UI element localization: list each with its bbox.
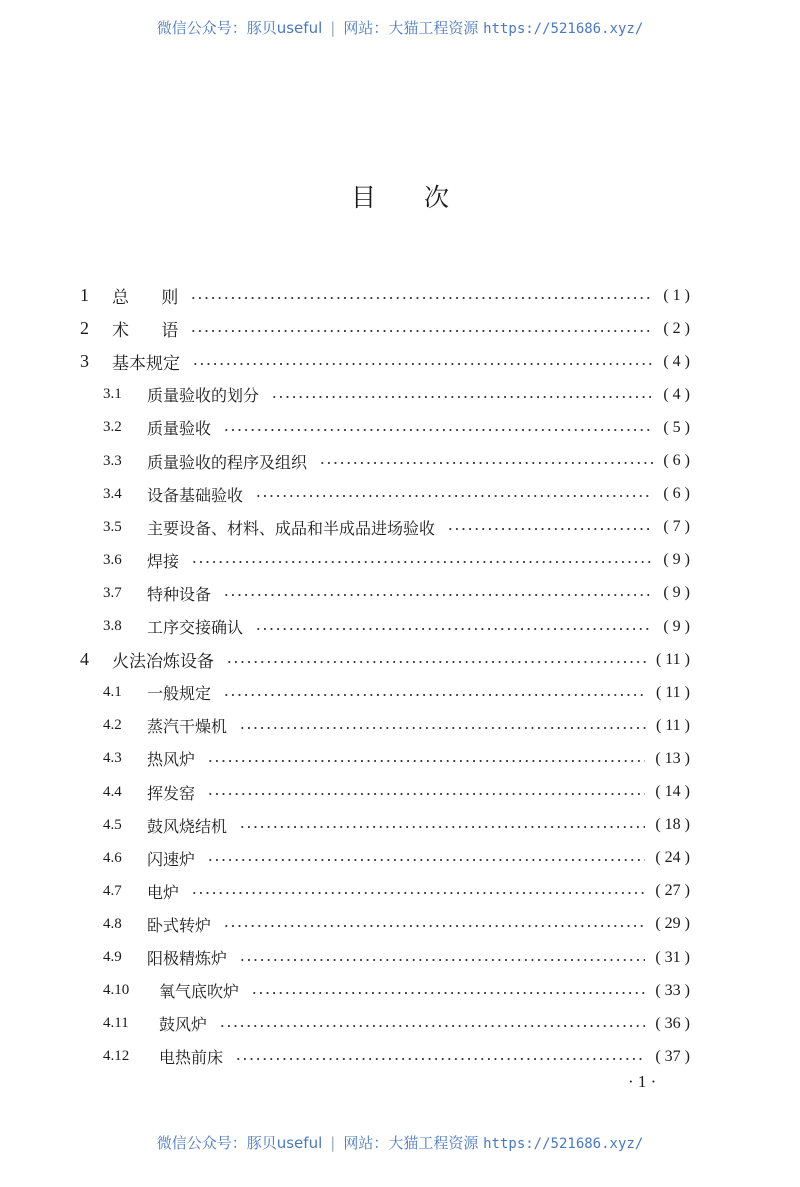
paren-open: ( — [663, 385, 673, 403]
toc-entry[interactable] — [103, 842, 690, 875]
toc-entry-title: 基本规定 — [112, 354, 180, 375]
toc-entry-title: 氧气底吹炉 — [159, 982, 240, 1002]
page-ref: 37 — [664, 1047, 681, 1065]
dot-leader — [191, 560, 653, 564]
paren-open: ( — [663, 617, 673, 635]
toc-entry-title: 焊接 — [147, 551, 180, 571]
paren-open: ( — [655, 783, 665, 800]
paren-open: ( — [663, 286, 673, 304]
toc-entry-page — [663, 353, 690, 371]
toc-entry-number: 4.10 — [103, 982, 130, 999]
page-ref: 9 — [672, 617, 681, 635]
toc-entry-title: 电热前床 — [159, 1048, 224, 1068]
page-ref: 29 — [664, 915, 681, 933]
toc-entry[interactable] — [103, 511, 690, 544]
page-ref: 4 — [672, 352, 681, 370]
toc-entry-page — [655, 750, 690, 768]
page-ref: 27 — [664, 882, 681, 900]
toc-entry-page — [663, 485, 690, 503]
toc-entry-title: 挥发窑 — [147, 783, 196, 803]
toc-entry-number: 2 — [80, 318, 89, 339]
watermark-separator: | — [330, 1134, 336, 1152]
toc-entry-title: 特种设备 — [147, 584, 212, 604]
toc-entry-page — [663, 518, 690, 536]
paren-open: ( — [663, 518, 673, 536]
toc-entry-number: 3.6 — [103, 551, 122, 568]
toc-entry[interactable] — [80, 279, 690, 312]
watermark-site: 网站：大猫工程资源 — [343, 1134, 479, 1152]
toc-entry[interactable] — [103, 709, 690, 742]
watermark-url[interactable]: https://521686.xyz/ — [483, 21, 644, 37]
dot-leader — [207, 759, 645, 763]
page-ref: 9 — [672, 584, 681, 602]
toc-entry[interactable] — [80, 345, 690, 378]
toc-entry[interactable] — [103, 577, 690, 610]
toc-entry-title: 术 语 — [112, 321, 179, 342]
toc-entry-title: 总 则 — [112, 288, 179, 308]
dot-leader — [223, 428, 653, 432]
dot-leader — [191, 891, 645, 895]
watermark-url[interactable]: https://521686.xyz/ — [483, 1136, 644, 1152]
paren-close: ) — [680, 749, 690, 767]
toc-entry-number: 3.2 — [103, 419, 122, 436]
page-ref: 11 — [665, 650, 681, 668]
page-ref: 14 — [664, 783, 681, 800]
paren-open: ( — [655, 849, 665, 867]
paren-close: ) — [680, 915, 690, 933]
page-ref: 33 — [664, 981, 681, 999]
toc-entry[interactable] — [103, 908, 690, 941]
toc-entry-page — [655, 882, 690, 900]
toc-entry-title: 蒸汽干燥机 — [147, 717, 228, 737]
toc-entry[interactable] — [103, 378, 690, 411]
paren-close: ) — [680, 650, 690, 668]
paren-open: ( — [655, 981, 665, 999]
toc-entry-page — [655, 816, 690, 834]
watermark-label: 微信公众号：豚贝useful — [156, 1134, 323, 1152]
paren-open: ( — [663, 418, 673, 436]
paren-close: ) — [680, 319, 690, 337]
paren-close: ) — [680, 716, 690, 734]
paren-open: ( — [663, 485, 673, 503]
toc-entry-page — [656, 717, 690, 735]
paren-open: ( — [655, 650, 666, 668]
toc-entry-number: 4.11 — [103, 1015, 129, 1032]
paren-open: ( — [663, 319, 673, 337]
toc-entry-page — [655, 849, 690, 867]
dot-leader — [219, 1024, 645, 1028]
page-title: 目次 — [350, 183, 497, 212]
toc-entry-title: 工序交接确认 — [147, 618, 244, 637]
paren-open: ( — [663, 584, 673, 602]
page-ref: 2 — [672, 319, 681, 337]
paren-open: ( — [655, 749, 665, 767]
paren-close: ) — [680, 584, 690, 602]
paren-open: ( — [655, 915, 665, 933]
paren-open: ( — [655, 1047, 665, 1065]
dot-leader — [251, 991, 645, 995]
toc-entry[interactable] — [103, 478, 690, 511]
dot-leader — [255, 627, 653, 631]
toc-entry-title: 质量验收 — [147, 419, 212, 439]
toc-entry-number: 4.1 — [103, 684, 122, 701]
page-ref: 13 — [664, 749, 681, 767]
paren-close: ) — [680, 683, 690, 701]
toc-entry-number: 3.7 — [103, 584, 122, 601]
toc-entry-title: 质量验收的划分 — [147, 386, 260, 406]
toc-entry[interactable] — [80, 643, 690, 676]
toc-entry-number: 3.4 — [103, 485, 122, 502]
paren-open: ( — [655, 816, 665, 834]
toc-entry-title: 鼓风烧结机 — [147, 816, 228, 836]
toc-entry[interactable] — [103, 974, 690, 1007]
toc-entry-number: 4.3 — [103, 750, 122, 767]
toc-entry-page — [655, 1048, 690, 1066]
toc-entry-page — [655, 1015, 690, 1033]
toc-entry-number: 3.1 — [103, 386, 122, 403]
paren-close: ) — [680, 418, 690, 436]
toc-entry-page — [656, 684, 690, 702]
page-ref: 6 — [672, 485, 681, 503]
toc-entry[interactable] — [103, 1040, 690, 1073]
dot-leader — [226, 660, 646, 664]
page-ref: 4 — [672, 385, 681, 403]
toc-entry-number: 4.4 — [103, 783, 122, 800]
paren-open: ( — [663, 452, 673, 469]
toc-entry-number: 4.12 — [103, 1048, 130, 1065]
dot-leader — [255, 494, 653, 498]
paren-close: ) — [680, 783, 690, 800]
paren-close: ) — [680, 352, 690, 370]
paren-open: ( — [655, 716, 666, 734]
toc-entry-number: 4.7 — [103, 882, 122, 899]
toc-entry-title: 火法冶炼设备 — [112, 652, 214, 673]
watermark-separator: | — [330, 19, 336, 37]
toc-entry-page — [663, 419, 690, 437]
toc-entry[interactable] — [103, 544, 690, 577]
toc-entry-page — [655, 915, 690, 933]
dot-leader — [190, 296, 653, 300]
toc-entry-page — [663, 452, 690, 470]
toc-entry-page — [663, 584, 690, 602]
toc-entry-title: 热风炉 — [147, 750, 196, 770]
toc-entry[interactable] — [103, 411, 690, 444]
dot-leader — [235, 1057, 645, 1061]
toc-entry-title: 质量验收的程序及组织 — [147, 452, 308, 472]
toc-entry-page — [656, 651, 690, 669]
dot-leader — [223, 593, 653, 597]
toc-entry[interactable] — [103, 941, 690, 974]
toc-entry-page — [663, 386, 690, 404]
toc-entry[interactable] — [103, 610, 690, 643]
page-ref: 6 — [672, 452, 681, 469]
page-ref: 11 — [665, 683, 681, 701]
toc-entry-title: 卧式转炉 — [147, 915, 212, 935]
paren-close: ) — [680, 551, 690, 569]
toc-entry-number: 3 — [80, 351, 89, 372]
toc-entry-number: 3.5 — [103, 518, 122, 535]
toc-entry-number: 4.6 — [103, 849, 122, 866]
dot-leader — [223, 924, 645, 928]
toc-entry[interactable] — [103, 776, 690, 809]
dot-leader — [271, 395, 653, 399]
dot-leader — [239, 958, 645, 962]
toc-entry-number: 3.8 — [103, 618, 122, 634]
dot-leader — [207, 792, 645, 796]
toc-entry-page — [655, 982, 690, 1000]
paren-open: ( — [655, 882, 665, 900]
toc-entry[interactable] — [103, 742, 690, 775]
dot-leader — [447, 527, 653, 531]
toc-entry-number: 3.3 — [103, 452, 122, 469]
toc-entry-title: 电炉 — [147, 882, 180, 902]
page-ref: 7 — [672, 518, 681, 536]
page-ref: 11 — [665, 716, 681, 734]
toc-entry[interactable] — [103, 445, 690, 478]
watermark-label: 微信公众号：豚贝useful — [156, 19, 323, 37]
toc-entry-page — [655, 949, 690, 967]
paren-open: ( — [663, 352, 673, 370]
toc-entry-title: 闪速炉 — [147, 849, 196, 869]
toc-entry-title: 设备基础验收 — [147, 485, 244, 505]
toc-entry-title: 阳极精炼炉 — [147, 949, 228, 968]
page-ref: 5 — [672, 418, 681, 436]
paren-close: ) — [680, 385, 690, 403]
page-ref: 9 — [672, 551, 681, 569]
paren-open: ( — [655, 683, 666, 701]
toc-entry-page — [663, 320, 690, 338]
paren-open: ( — [663, 551, 673, 569]
toc-entry-number: 4 — [80, 649, 89, 670]
page-ref: 36 — [664, 1014, 681, 1032]
dot-leader — [190, 329, 653, 333]
watermark-site: 网站：大猫工程资源 — [343, 19, 479, 37]
toc-entry-page — [655, 783, 690, 801]
paren-open: ( — [655, 1014, 665, 1032]
paren-close: ) — [680, 1047, 690, 1065]
paren-close: ) — [680, 816, 690, 834]
toc-entry[interactable] — [103, 676, 690, 709]
paren-close: ) — [680, 981, 690, 999]
paren-close: ) — [680, 518, 690, 536]
toc-entry-number: 4.5 — [103, 816, 122, 833]
toc-entry-page — [663, 551, 690, 569]
paren-close: ) — [680, 617, 690, 635]
page-ref: 18 — [664, 816, 681, 834]
dot-leader — [223, 693, 646, 697]
toc-entry-number: 4.9 — [103, 949, 122, 965]
paren-close: ) — [680, 849, 690, 867]
toc-entry-number: 1 — [80, 285, 89, 305]
dot-leader — [239, 726, 646, 730]
paren-close: ) — [680, 286, 690, 304]
toc-entry-page — [663, 618, 690, 636]
paren-close: ) — [680, 485, 690, 503]
toc-entry-title: 鼓风炉 — [159, 1015, 208, 1035]
toc-entry-title: 一般规定 — [147, 684, 212, 704]
paren-open: ( — [655, 948, 665, 966]
paren-close: ) — [680, 1014, 690, 1032]
toc-entry-number: 4.2 — [103, 717, 122, 734]
watermark-bottom — [0, 1132, 800, 1153]
dot-leader — [192, 362, 653, 366]
toc-entry[interactable] — [103, 875, 690, 908]
page-number: · 1 · — [628, 1072, 657, 1091]
watermark-top — [0, 17, 800, 38]
toc-entry-page — [663, 287, 690, 305]
dot-leader — [207, 858, 645, 862]
dot-leader — [239, 825, 645, 829]
paren-close: ) — [680, 948, 690, 966]
toc-entry-title: 主要设备、材料、成品和半成品进场验收 — [147, 518, 436, 538]
dot-leader — [319, 461, 653, 465]
toc-entry[interactable] — [103, 809, 690, 842]
toc-entry[interactable] — [80, 312, 690, 345]
page-ref: 31 — [664, 948, 681, 966]
toc-entry-number: 4.8 — [103, 915, 122, 932]
toc-entry[interactable] — [103, 1007, 690, 1040]
paren-close: ) — [680, 882, 690, 900]
paren-close: ) — [680, 452, 690, 469]
page-ref: 1 — [672, 286, 681, 304]
page-ref: 24 — [664, 849, 681, 867]
